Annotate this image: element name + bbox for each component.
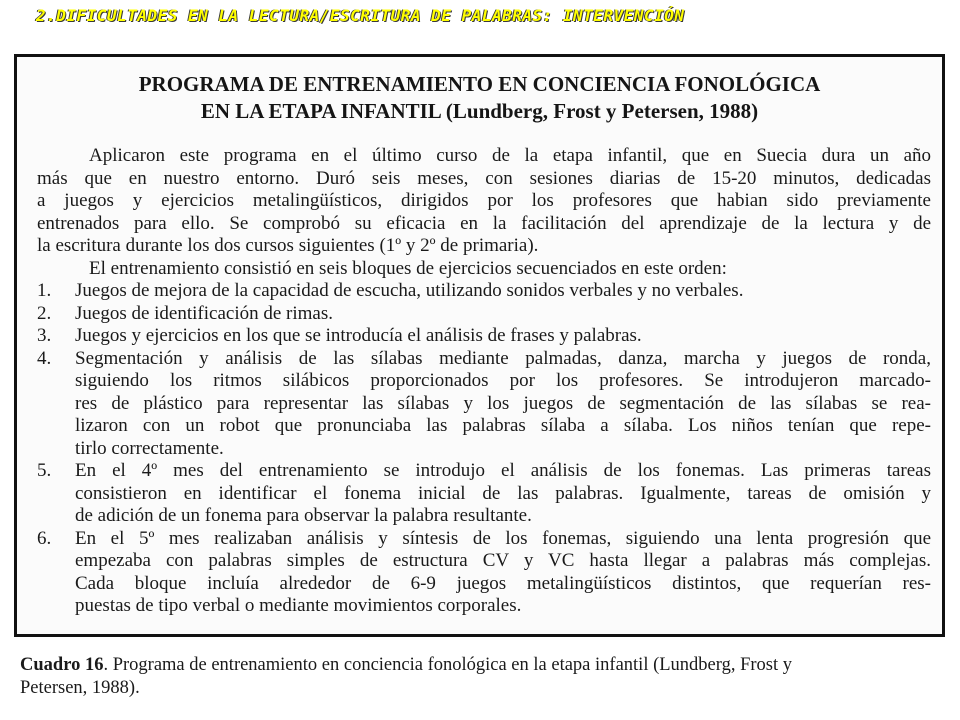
item-line: Cada bloque incluía alrededor de 6-9 juegos metalingüísticos distintos, que requerían res- — [75, 572, 931, 594]
item-line: Segmentación y análisis de las sílabas mediante palmadas, danza, marcha y juegos de ronda, — [75, 347, 931, 369]
caption-text: . Programa de entrenamiento en conciencia fonológica en la etapa infantil (Lundberg, Frost y — [103, 655, 792, 675]
item-line: puestas de tipo verbal o mediante movimientos corporales. — [75, 595, 522, 616]
intro-line: a juegos y ejercicios metalingüísticos, dirigidos por los profesores que habian sido previamente — [37, 190, 931, 211]
item-number: 4. — [37, 347, 52, 369]
item-line: res de plástico para representar las sílabas y los juegos de segmentación de las sílabas se rea- — [75, 392, 931, 414]
intro-line: Aplicaron este programa en el último curso de la etapa infantil, que en Suecia dura un año — [89, 145, 931, 166]
lead-line: El entrenamiento consistió en seis bloques de ejercicios secuenciados en este orden: — [89, 257, 727, 279]
figure-caption — [20, 654, 945, 700]
caption-text: Petersen, 1988). — [20, 678, 140, 698]
item-line: Juegos de mejora de la capacidad de escucha, utilizando sonidos verbales y no verbales. — [75, 280, 744, 301]
item-line: consistieron en identificar el fonema inicial de las palabras. Igualmente, tareas de omisión y — [75, 482, 931, 504]
list-item — [37, 280, 931, 303]
intro-line: entrenados para ello. Se comprobó su eficacia en la facilitación del aprendizaje de la lectura y de — [37, 212, 931, 234]
intro-line: más que en nuestro entorno. Duró seis meses, con sesiones diarias de 15-20 minutos, dedicadas — [37, 167, 931, 189]
list-item — [37, 528, 931, 618]
item-line: siguiendo los ritmos silábicos proporcionados por los profesores. Se introdujeron marcado- — [75, 370, 931, 391]
list-item — [37, 325, 931, 348]
item-line: tirlo correctamente. — [75, 437, 224, 459]
list-item — [37, 460, 931, 528]
item-number: 3. — [37, 325, 52, 346]
list-item — [37, 348, 931, 461]
item-line: Juegos de identificación de rimas. — [75, 302, 334, 324]
box-title-line: PROGRAMA DE ENTRENAMIENTO EN CONCIENCIA FONOLÓGICA — [138, 72, 821, 96]
item-line: Juegos y ejercicios en los que se introducía el análisis de frases y palabras. — [75, 325, 642, 346]
caption-label: Cuadro 16 — [20, 655, 104, 675]
item-line: lizaron con un robot que pronunciaba las palabras sílaba a sílaba. Los niños tenían que repe- — [75, 415, 931, 436]
item-number: 1. — [37, 280, 52, 301]
box-body — [37, 145, 931, 618]
item-line: empezaba con palabras simples de estructura CV y VC hasta llegar a palabras más complejas. — [75, 550, 931, 571]
item-number: 5. — [37, 460, 52, 481]
slide-title: 2.DIFICULTADES EN LA LECTURA/ESCRITURA DE PALABRAS: INTERVENCIÓN — [36, 6, 685, 25]
box-title-line: EN LA ETAPA INFANTIL (Lundberg, Frost y Petersen, 1988) — [200, 99, 759, 123]
program-box — [14, 54, 945, 637]
list-item — [37, 303, 931, 326]
box-title — [17, 71, 942, 125]
item-line: En el 5º mes realizaban análisis y síntesis de los fonemas, siguiendo una lenta progresión que — [75, 527, 931, 549]
item-number: 6. — [37, 527, 52, 549]
item-number: 2. — [37, 302, 52, 324]
intro-line: la escritura durante los dos cursos siguientes (1º y 2º de primaria). — [37, 235, 539, 256]
item-line: de adición de un fonema para observar la palabra resultante. — [75, 505, 532, 526]
item-line: En el 4º mes del entrenamiento se introdujo el análisis de los fonemas. Las primeras tareas — [75, 460, 931, 481]
